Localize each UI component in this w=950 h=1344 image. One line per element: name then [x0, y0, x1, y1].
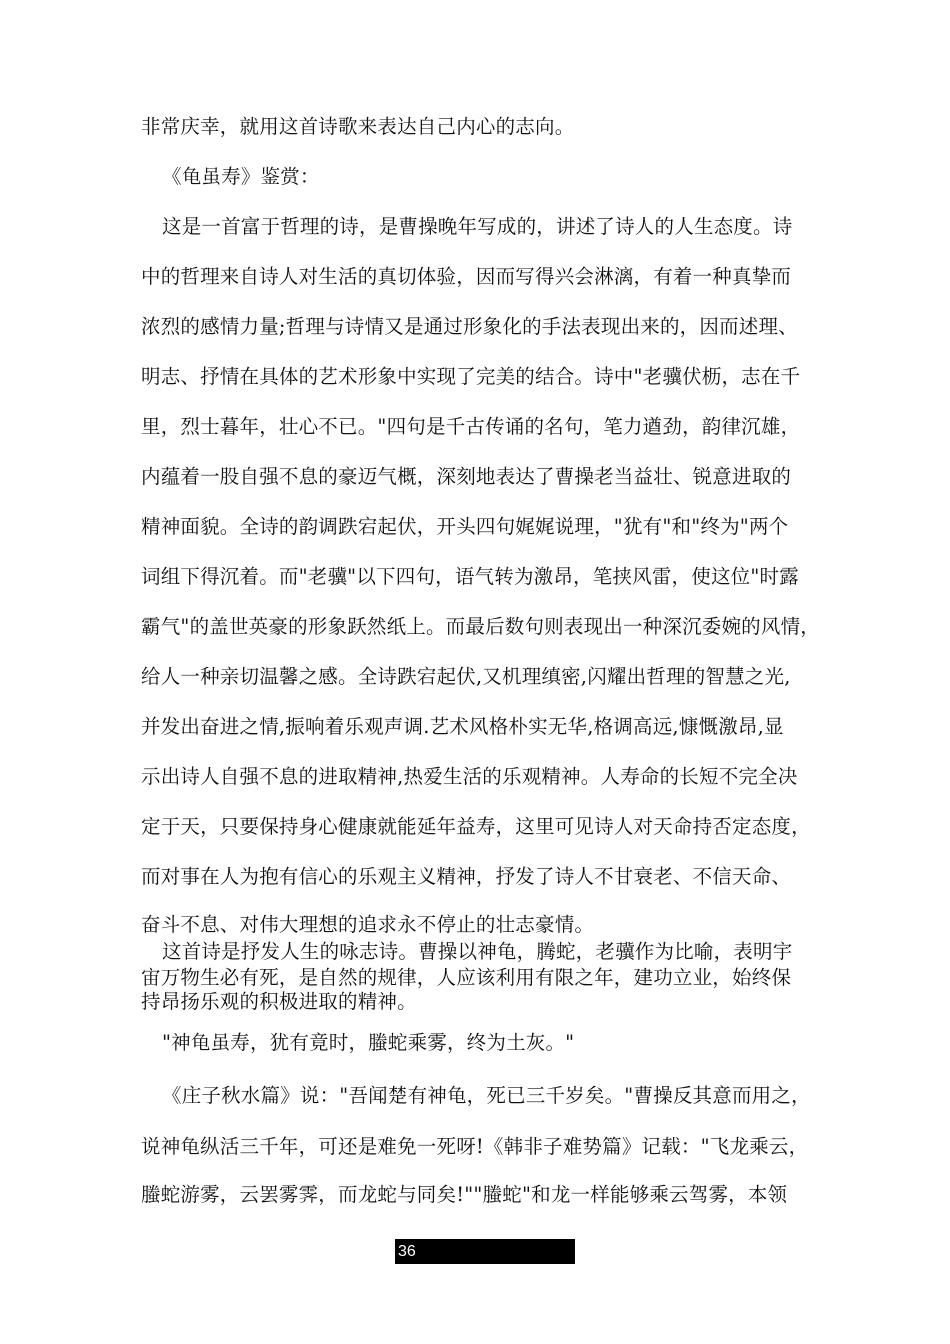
text-line: 里，烈士暮年，壮心不已。"四句是千古传诵的名句，笔力遒劲，韵律沉雄， — [141, 415, 801, 438]
text-line: 内蕴着一股自强不息的豪迈气概，深刻地表达了曹操老当益壮、锐意进取的 — [141, 465, 792, 488]
section-heading: 《龟虽寿》鉴赏： — [162, 165, 320, 188]
text-line: 这首诗是抒发人生的咏志诗。曹操以神龟，腾蛇，老骥作为比喻，表明宇 — [162, 940, 793, 963]
text-line: 词组下得沉着。而"老骥"以下四句，语气转为激昂，笔挟风雷，使这位"时露 — [141, 565, 799, 588]
text-line: 宙万物生必有死，是自然的规律，人应该利用有限之年，建功立业，始终保 — [141, 966, 792, 989]
text-line: 螣蛇游雾，云罢雾霁，而龙蛇与同矣!""螣蛇"和龙一样能够乘云驾雾，本领 — [141, 1183, 788, 1206]
text-line: 说神龟纵活三千年，可还是难免一死呀!《韩非子难势篇》记载："飞龙乘云， — [141, 1135, 809, 1158]
text-line: 明志、抒情在具体的艺术形象中实现了完美的结合。诗中"老骥伏枥，志在千 — [141, 365, 801, 388]
text-line: 定于天，只要保持身心健康就能延年益寿，这里可见诗人对天命持否定态度， — [141, 815, 811, 838]
text-line: 并发出奋进之情,振响着乐观声调.艺术风格朴实无华,格调高远,慷慨激昂,显 — [141, 715, 784, 738]
text-line: 非常庆幸，就用这首诗歌来表达自己内心的志向。 — [141, 115, 575, 138]
text-line: 霸气"的盖世英豪的形象跃然纸上。而最后数句则表现出一种深沉委婉的风情， — [141, 615, 820, 638]
text-line: 持昂扬乐观的积极进取的精神。 — [141, 990, 417, 1013]
text-line: 示出诗人自强不息的进取精神,热爱生活的乐观精神。人寿命的长短不完全决 — [141, 765, 798, 788]
poem-quote: "神龟虽寿，犹有竟时，螣蛇乘雾，终为土灰。" — [162, 1031, 575, 1054]
text-line: 中的哲理来自诗人对生活的真切体验，因而写得兴会淋漓，有着一种真挚而 — [141, 265, 792, 288]
text-line: 给人一种亲切温馨之感。全诗跌宕起伏,又机理缜密,闪耀出哲理的智慧之光, — [141, 665, 791, 688]
text-line: 《庄子秋水篇》说："吾闻楚有神龟，死已三千岁矣。"曹操反其意而用之， — [162, 1084, 811, 1107]
text-line: 这是一首富于哲理的诗，是曹操晚年写成的，讲述了诗人的人生态度。诗 — [162, 215, 793, 238]
text-line: 而对事在人为抱有信心的乐观主义精神，抒发了诗人不甘衰老、不信天命、 — [141, 865, 792, 888]
text-line: 奋斗不息、对伟大理想的追求永不停止的壮志豪情。 — [141, 913, 595, 936]
text-line: 精神面貌。全诗的韵调跌宕起伏，开头四句娓娓说理，"犹有"和"终为"两个 — [141, 515, 789, 538]
page-number: 36 — [395, 1239, 575, 1264]
text-line: 浓烈的感情力量;哲理与诗情又是通过形象化的手法表现出来的，因而述理、 — [141, 315, 798, 338]
